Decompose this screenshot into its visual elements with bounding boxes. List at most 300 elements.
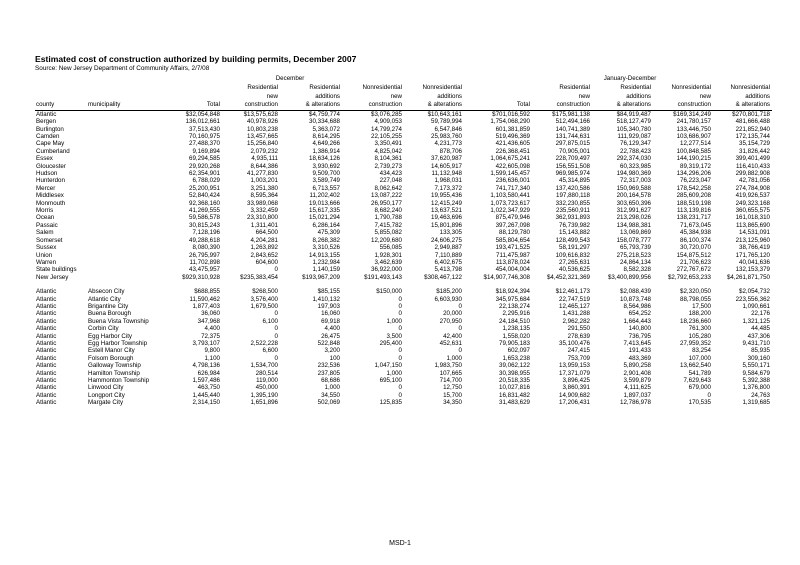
county-cell: Atlantic — [36, 362, 57, 370]
value-cell: 92,368,160 — [189, 199, 220, 207]
group-header-december: December — [275, 75, 305, 82]
value-cell: $2,320,050 — [680, 288, 711, 296]
value-cell: 111,929,087 — [617, 133, 651, 140]
value-cell: 156,551,508 — [555, 162, 590, 170]
value-cell: 1,376,800 — [742, 384, 770, 392]
value-cell: 19,013,666 — [309, 199, 340, 207]
value-cell: 3,896,425 — [562, 377, 590, 384]
value-cell: 1,000 — [446, 354, 462, 362]
value-cell: 299,882,908 — [735, 170, 770, 178]
value-cell: 4,400 — [324, 325, 340, 333]
county-row — [35, 140, 772, 147]
value-cell: 3,251,380 — [250, 184, 278, 192]
value-cell: 31,826,442 — [739, 147, 770, 155]
value-cell: 3,599,879 — [623, 377, 651, 384]
value-cell: 1,754,068,290 — [490, 118, 530, 126]
value-cell: 362,931,893 — [555, 214, 590, 222]
value-cell: 140,800 — [628, 325, 651, 333]
value-cell: 12,786,978 — [620, 399, 651, 407]
county-row — [35, 200, 772, 207]
section-spacer — [35, 281, 772, 288]
value-cell: 399,401,499 — [735, 155, 770, 163]
municipality-cell — [87, 126, 167, 133]
value-cell: 83,254 — [692, 347, 711, 355]
county-cell: Monmouth — [36, 199, 66, 207]
county-row — [35, 163, 772, 170]
value-cell: 2,522,228 — [250, 339, 278, 347]
value-cell: 1,790,788 — [374, 214, 402, 222]
value-cell: 36,922,000 — [371, 266, 402, 274]
municipality-cell: Margate City — [88, 399, 124, 407]
municipality-row — [35, 355, 772, 362]
value-cell: 133,305 — [439, 229, 462, 237]
municipality-cell — [87, 207, 167, 214]
county-cell: Hudson — [36, 170, 58, 178]
value-cell: 9,431,710 — [742, 339, 770, 347]
value-cell: 39,062,122 — [499, 362, 530, 370]
value-cell: 24,864,134 — [620, 258, 651, 266]
value-cell: 228,709,497 — [555, 155, 590, 163]
value-cell: $3,400,899,956 — [607, 273, 651, 281]
municipality-cell: Linwood City — [88, 384, 124, 392]
value-cell: 86,100,374 — [680, 236, 711, 244]
value-cell: 3,310,526 — [312, 244, 340, 252]
value-cell: 347,968 — [197, 317, 220, 325]
value-cell: 0 — [274, 332, 278, 340]
value-cell: 4,825,042 — [374, 147, 402, 155]
value-cell: 0 — [458, 347, 462, 355]
county-cell: Middlesex — [36, 192, 64, 200]
value-cell: 34,350 — [443, 399, 462, 407]
value-cell: 9,800 — [204, 347, 220, 355]
value-cell: $18,924,394 — [495, 288, 530, 296]
value-cell: 79,905,183 — [499, 339, 530, 347]
municipality-row — [35, 310, 772, 317]
municipality-cell: Atlantic City — [88, 295, 121, 303]
value-cell: $175,981,138 — [552, 110, 590, 118]
value-cell: 601,381,859 — [495, 125, 530, 133]
county-row — [35, 266, 772, 273]
value-cell: 70,905,001 — [559, 147, 590, 155]
value-cell: 2,901,408 — [623, 369, 651, 377]
value-cell: 12,209,680 — [371, 236, 402, 244]
value-cell: 11,132,948 — [431, 170, 462, 178]
value-cell: 360,655,575 — [735, 207, 770, 215]
value-cell: 1,263,892 — [250, 244, 278, 252]
value-cell: 6,600 — [262, 347, 278, 355]
value-cell: 38,766,419 — [739, 244, 770, 252]
municipality-row — [35, 362, 772, 369]
municipality-row — [35, 325, 772, 332]
county-cell: Ocean — [36, 214, 55, 222]
county-row — [35, 148, 772, 155]
value-cell: 1,064,675,241 — [490, 155, 530, 163]
value-cell: 1,319,685 — [742, 399, 770, 407]
value-cell: 6,603,930 — [434, 295, 462, 303]
value-cell: 188,200 — [688, 310, 711, 318]
value-cell: 25,983,760 — [431, 133, 462, 140]
value-cell: 7,629,643 — [683, 377, 711, 384]
value-cell: 213,125,960 — [735, 236, 770, 244]
value-cell: 22,747,519 — [559, 295, 590, 303]
county-cell: State buildings — [36, 266, 77, 274]
value-cell: 454,004,004 — [495, 266, 530, 274]
value-cell: $308,467,122 — [424, 273, 462, 281]
county-row — [35, 118, 772, 125]
value-cell: 2,079,232 — [250, 147, 278, 155]
municipality-row — [35, 303, 772, 310]
value-cell: 49,288,618 — [189, 236, 220, 244]
value-cell: 29,920,268 — [189, 162, 220, 170]
value-cell: $268,500 — [252, 288, 278, 296]
value-cell: 62,354,901 — [189, 170, 220, 178]
value-cell: 19,955,436 — [431, 192, 462, 200]
value-cell: 753,709 — [567, 354, 590, 362]
value-cell: 3,200 — [324, 347, 340, 355]
value-cell: 22,176 — [751, 310, 770, 318]
county-cell: Somerset — [36, 236, 63, 244]
value-cell: 285,609,208 — [676, 192, 711, 200]
municipality-row — [35, 392, 772, 399]
value-cell: $2,792,653,233 — [667, 273, 711, 281]
value-cell: 12,465,127 — [559, 302, 590, 310]
value-cell: 1,000 — [324, 384, 340, 392]
col-header: Residential new construction — [222, 84, 280, 110]
value-cell: 875,479,946 — [495, 214, 530, 222]
value-cell: 483,369 — [628, 354, 651, 362]
value-cell: 0 — [398, 302, 402, 310]
value-cell: 10,803,238 — [247, 125, 278, 133]
value-cell: 42,781,056 — [739, 177, 770, 185]
municipality-cell — [87, 170, 167, 177]
value-cell: $4,759,774 — [309, 110, 340, 118]
value-cell: 45,314,895 — [559, 177, 590, 185]
value-cell: $85,155 — [317, 288, 340, 296]
value-cell: 40,041,636 — [739, 258, 770, 266]
county-cell: Atlantic — [36, 339, 57, 347]
value-cell: 41,277,830 — [247, 170, 278, 178]
value-cell: 4,231,773 — [434, 140, 462, 148]
value-cell: 40,536,625 — [559, 266, 590, 274]
county-cell: Camden — [36, 133, 60, 140]
value-cell: 37,620,987 — [431, 155, 462, 163]
county-cell: Salem — [36, 229, 54, 237]
value-cell: 3,332,459 — [250, 207, 278, 215]
value-cell: 68,686 — [321, 377, 340, 384]
value-cell: 30,720,070 — [680, 244, 711, 252]
value-cell: 2,949,887 — [434, 244, 462, 252]
value-cell: 280,514 — [255, 369, 278, 377]
value-cell: $12,461,173 — [555, 288, 590, 296]
value-cell: 43,475,957 — [189, 266, 220, 274]
value-cell: 0 — [274, 266, 278, 274]
value-cell: 8,682,240 — [374, 207, 402, 215]
county-cell: Atlantic — [36, 288, 57, 296]
value-cell: 58,191,297 — [559, 244, 590, 252]
county-cell: Atlantic — [36, 391, 57, 399]
value-cell: 695,100 — [379, 377, 402, 384]
value-cell: 1,597,486 — [192, 377, 220, 384]
value-cell: 16,060 — [321, 310, 340, 318]
col-header: Total — [464, 84, 532, 110]
value-cell: 15,700 — [443, 391, 462, 399]
value-cell: 197,903 — [317, 302, 340, 310]
value-cell: 419,926,537 — [735, 192, 770, 200]
county-row — [35, 126, 772, 133]
municipality-cell — [87, 266, 167, 273]
value-cell: 15,801,896 — [431, 221, 462, 229]
value-cell: 5,392,388 — [742, 377, 770, 384]
value-cell: 481,666,488 — [735, 118, 770, 126]
value-cell: 8,614,295 — [312, 133, 340, 140]
value-cell: 14,605,917 — [431, 162, 462, 170]
value-cell: 107,000 — [688, 354, 711, 362]
value-cell: 0 — [707, 391, 711, 399]
value-cell: 878,706 — [439, 147, 462, 155]
value-cell: 89,319,172 — [680, 162, 711, 170]
value-cell: 0 — [274, 354, 278, 362]
value-cell: 1,140,159 — [312, 266, 340, 274]
value-cell: 59,789,994 — [431, 118, 462, 126]
value-cell: 134,296,206 — [676, 170, 711, 178]
municipality-row — [35, 340, 772, 347]
value-cell: $3,076,285 — [371, 110, 402, 118]
value-cell: 60,323,985 — [620, 162, 651, 170]
value-cell: 15,021,294 — [309, 214, 340, 222]
value-cell: 13,457,665 — [247, 133, 278, 140]
county-cell: Morris — [36, 207, 54, 215]
value-cell: 3,793,107 — [192, 339, 220, 347]
value-cell: 2,295,916 — [502, 310, 530, 318]
value-cell: 312,991,627 — [616, 207, 651, 215]
value-cell: 434,423 — [379, 170, 402, 178]
value-cell: 137,420,586 — [555, 184, 590, 192]
value-cell: 741,717,340 — [495, 184, 530, 192]
value-cell: 1,022,347,929 — [490, 207, 530, 215]
value-cell: 26,475 — [321, 332, 340, 340]
value-cell: 18,236,660 — [680, 317, 711, 325]
value-cell: 12,750 — [443, 384, 462, 392]
value-cell: 171,765,120 — [735, 251, 770, 259]
value-cell: 541,789 — [688, 369, 711, 377]
value-cell: 138,231,717 — [676, 214, 711, 222]
value-cell: 518,127,479 — [616, 118, 651, 126]
value-cell: 85,935 — [751, 347, 770, 355]
value-cell: 6,788,029 — [192, 177, 220, 185]
value-cell: 0 — [398, 347, 402, 355]
value-cell: 9,169,894 — [192, 147, 220, 155]
value-cell: $270,801,718 — [732, 110, 770, 118]
value-cell: 52,840,424 — [189, 192, 220, 200]
value-cell: 3,860,391 — [562, 384, 590, 392]
municipality-cell — [87, 214, 167, 221]
col-header: municipality — [87, 84, 167, 110]
value-cell: 5,363,072 — [312, 125, 340, 133]
value-cell: 4,909,053 — [374, 118, 402, 126]
municipality-cell: Brigantine City — [88, 302, 129, 310]
municipality-cell — [87, 274, 167, 281]
value-cell: $84,919,487 — [616, 110, 651, 118]
col-header: Total — [167, 84, 222, 110]
value-cell: 12,277,514 — [680, 140, 711, 148]
county-cell: Atlantic — [36, 369, 57, 377]
value-cell: 0 — [274, 310, 278, 318]
value-cell: 109,616,832 — [555, 251, 590, 259]
county-cell: Essex — [36, 155, 53, 163]
value-cell: 144,190,215 — [676, 155, 711, 163]
value-cell: 604,600 — [255, 258, 278, 266]
value-cell: 4,400 — [204, 325, 220, 333]
value-cell: 128,499,543 — [555, 236, 590, 244]
value-cell: 654,252 — [628, 310, 651, 318]
value-cell: $2,088,439 — [620, 288, 651, 296]
value-cell: 761,300 — [688, 325, 711, 333]
county-cell: Warren — [36, 258, 57, 266]
county-cell: Atlantic — [36, 317, 57, 325]
value-cell: 1,983,750 — [434, 362, 462, 370]
municipality-cell — [87, 237, 167, 244]
county-cell: Atlantic — [36, 377, 57, 384]
value-cell: 22,788,423 — [620, 147, 651, 155]
value-cell: 72,375 — [201, 332, 220, 340]
value-cell: 452,631 — [439, 339, 462, 347]
value-cell: 103,686,907 — [676, 133, 711, 140]
value-cell: 11,590,462 — [189, 295, 220, 303]
value-cell: 7,413,645 — [623, 339, 651, 347]
value-cell: 31,483,629 — [499, 399, 530, 407]
value-cell: 188,519,198 — [676, 199, 711, 207]
value-cell: 0 — [458, 325, 462, 333]
value-cell: 107,665 — [439, 369, 462, 377]
municipality-cell — [87, 252, 167, 259]
value-cell: 8,268,382 — [312, 236, 340, 244]
value-cell: 41,269,555 — [189, 207, 220, 215]
value-cell: 45,384,938 — [680, 229, 711, 237]
value-cell: 11,702,898 — [189, 258, 220, 266]
municipality-cell — [87, 148, 167, 155]
value-cell: 140,741,389 — [555, 125, 590, 133]
value-cell: $14,907,746,308 — [483, 273, 530, 281]
value-cell: 227,048 — [379, 177, 402, 185]
value-cell: 8,595,364 — [250, 192, 278, 200]
value-cell: 65,793,739 — [620, 244, 651, 252]
value-cell: 0 — [398, 391, 402, 399]
county-row — [35, 229, 772, 236]
value-cell: 150,969,588 — [616, 184, 651, 192]
municipality-cell: Corbin City — [88, 325, 119, 333]
county-cell: Atlantic — [36, 332, 57, 340]
municipality-cell — [87, 185, 167, 192]
value-cell: 34,550 — [321, 391, 340, 399]
value-cell: 76,223,047 — [680, 177, 711, 185]
municipality-cell: Egg Harbor Township — [88, 339, 148, 347]
value-cell: 15,143,882 — [559, 229, 590, 237]
municipality-cell: Egg Harbor City — [88, 332, 133, 340]
value-cell: 20,000 — [443, 310, 462, 318]
value-cell: 3,462,639 — [374, 258, 402, 266]
county-row — [35, 214, 772, 221]
value-cell: 2,962,282 — [562, 317, 590, 325]
county-cell: Gloucester — [36, 162, 66, 170]
county-row — [35, 222, 772, 229]
value-cell: 5,413,798 — [434, 266, 462, 274]
value-cell: 69,918 — [321, 317, 340, 325]
value-cell: 13,959,153 — [559, 362, 590, 370]
value-cell: 7,110,889 — [434, 251, 462, 259]
county-row — [35, 177, 772, 184]
municipality-row — [35, 370, 772, 377]
col-header: county — [35, 84, 87, 110]
value-cell: 297,875,015 — [555, 140, 590, 148]
municipality-cell: Galloway Township — [88, 362, 141, 370]
value-cell: 626,984 — [197, 369, 220, 377]
value-cell: 193,471,525 — [495, 244, 530, 252]
value-cell: $4,261,871,750 — [726, 273, 770, 281]
value-cell: 1,000 — [386, 317, 402, 325]
source-note: Source: New Jersey Department of Community Affairs, 2/7/08 — [35, 65, 210, 72]
county-row — [35, 207, 772, 214]
county-cell: Atlantic — [36, 399, 57, 407]
value-cell: 235,560,911 — [556, 207, 590, 215]
county-row — [35, 110, 772, 118]
county-cell: Atlantic — [36, 347, 57, 355]
value-cell: 10,873,748 — [620, 295, 651, 303]
value-cell: 8,062,642 — [374, 184, 402, 192]
value-cell: 0 — [398, 295, 402, 303]
value-cell: 2,314,150 — [192, 399, 220, 407]
value-cell: 274,784,908 — [735, 184, 770, 192]
value-cell: 15,256,840 — [247, 140, 278, 148]
value-cell: 3,576,400 — [250, 295, 278, 303]
value-cell: 1,877,403 — [192, 302, 220, 310]
county-cell: Atlantic — [36, 110, 57, 118]
value-cell: 30,815,243 — [189, 221, 220, 229]
page-footer: MSD-1 — [389, 540, 411, 547]
value-cell: 1,232,984 — [312, 258, 340, 266]
value-cell: 2,843,652 — [250, 251, 278, 259]
municipality-cell: Folsom Borough — [88, 354, 134, 362]
value-cell: 556,085 — [379, 244, 402, 252]
municipality-cell: Longport City — [88, 391, 125, 399]
value-cell: $929,310,928 — [182, 273, 220, 281]
value-cell: 241,780,157 — [676, 118, 711, 126]
value-cell: 345,975,684 — [495, 295, 530, 303]
value-cell: 27,959,352 — [680, 339, 711, 347]
value-cell: 131,744,631 — [555, 133, 590, 140]
municipality-row — [35, 347, 772, 354]
value-cell: 13,087,222 — [371, 192, 402, 200]
value-cell: 15,617,335 — [309, 207, 340, 215]
value-cell: 232,536 — [317, 362, 340, 370]
value-cell: 332,230,855 — [555, 199, 590, 207]
value-cell: 1,003,201 — [250, 177, 278, 185]
value-cell: 1,073,723,617 — [490, 199, 530, 207]
value-cell: 88,129,780 — [499, 229, 530, 237]
value-cell: 14,913,155 — [309, 251, 340, 259]
county-cell: Union — [36, 251, 53, 259]
county-cell: New Jersey — [36, 273, 69, 281]
value-cell: $191,493,143 — [364, 273, 402, 281]
value-cell: $701,016,592 — [492, 110, 530, 118]
value-cell: 422,605,098 — [495, 162, 530, 170]
value-cell: 13,069,869 — [620, 229, 651, 237]
value-cell: 736,795 — [628, 332, 651, 340]
value-cell: 213,298,026 — [616, 214, 651, 222]
value-cell: 23,310,800 — [247, 214, 278, 222]
value-cell: 10,027,816 — [499, 384, 530, 392]
value-cell: 1,238,135 — [502, 325, 530, 333]
value-cell: 1,651,896 — [250, 399, 278, 407]
